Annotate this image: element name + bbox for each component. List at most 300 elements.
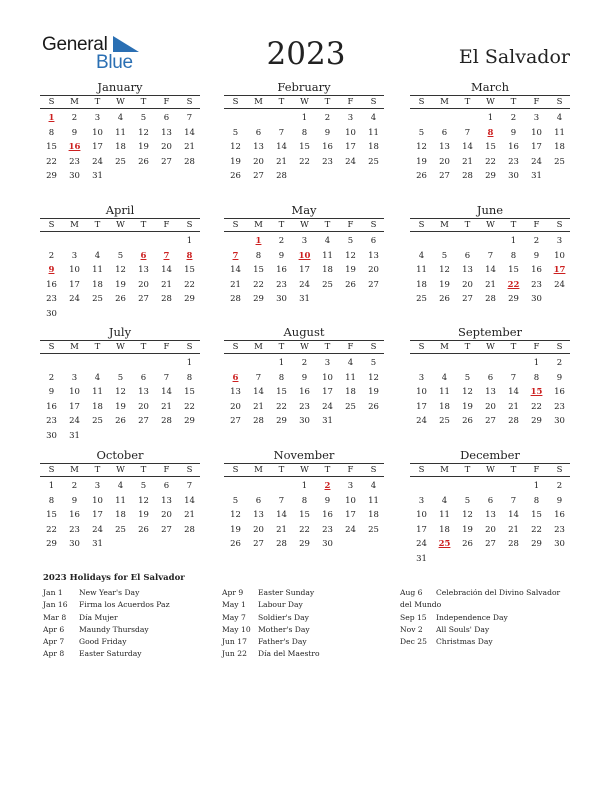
weekday-label: F <box>533 220 540 230</box>
day-cell: 12 <box>368 372 379 383</box>
day-cell: 24 <box>69 294 80 304</box>
day-cell: 22 <box>531 524 542 535</box>
holiday-row <box>400 624 570 636</box>
holiday-row <box>222 636 392 648</box>
day-cell: 14 <box>161 387 172 397</box>
day-cell: 19 <box>230 156 241 167</box>
day-cell: 11 <box>115 495 126 506</box>
weekday-label: S <box>370 465 377 475</box>
day-cell: 17 <box>322 387 333 397</box>
days-grid <box>410 232 570 307</box>
holiday-date: May 1 <box>222 600 246 610</box>
day-cell: 18 <box>368 142 379 152</box>
day-cell: 24 <box>92 156 103 167</box>
day-cell: 10 <box>345 127 356 138</box>
day-cell: 19 <box>462 524 473 535</box>
weekday-label: S <box>48 220 55 230</box>
weekday-label: S <box>556 97 563 107</box>
empty-day-cell <box>270 111 293 126</box>
day-cell: 27 <box>138 294 149 304</box>
weekday-label: W <box>486 342 495 352</box>
day-cell: 27 <box>485 416 496 426</box>
day-cell: 7 <box>510 372 517 383</box>
day-cell: 14 <box>184 495 195 506</box>
day-cell: 21 <box>184 142 195 152</box>
empty-day-cell <box>155 356 178 371</box>
weekday-label: T <box>464 97 471 107</box>
day-cell: 25 <box>92 416 103 426</box>
day-cell: 24 <box>92 524 103 535</box>
day-cell: 3 <box>71 250 78 261</box>
holiday-date: Jun 17 <box>222 637 247 647</box>
day-cell: 17 <box>345 510 356 520</box>
day-cell: 25 <box>368 156 379 167</box>
day-cell: 13 <box>138 265 149 275</box>
day-cell: 18 <box>368 510 379 520</box>
day-cell: 7 <box>278 495 285 506</box>
day-cell: 7 <box>186 113 193 123</box>
day-cell: 25 <box>92 294 103 304</box>
empty-day-cell <box>456 479 479 494</box>
day-cell: 8 <box>533 495 540 506</box>
day-cell: 16 <box>322 142 333 152</box>
weekday-label: T <box>140 465 147 475</box>
holiday-date: Dec 25 <box>400 637 427 647</box>
month-august <box>224 325 384 429</box>
empty-day-cell <box>433 111 456 126</box>
day-cell: 18 <box>554 142 565 152</box>
day-cell: 30 <box>554 416 565 426</box>
day-cell: 29 <box>485 171 496 181</box>
day-cell: 16 <box>554 510 565 520</box>
day-cell: 19 <box>230 524 241 535</box>
day-cell: 4 <box>441 495 448 506</box>
day-cell: 1 <box>533 358 540 368</box>
holiday-row <box>222 599 392 611</box>
logo-word-general: General <box>42 34 108 55</box>
holiday-row <box>43 612 213 624</box>
day-cell: 4 <box>441 372 448 383</box>
days-grid <box>40 109 200 184</box>
day-cell: 19 <box>368 387 379 397</box>
days-grid <box>224 477 384 552</box>
day-cell: 12 <box>462 387 473 397</box>
day-cell: 27 <box>485 539 496 549</box>
day-cell: 15 <box>485 142 496 152</box>
weekday-header <box>40 340 200 354</box>
day-cell: 19 <box>138 142 149 152</box>
day-cell: 14 <box>161 265 172 275</box>
day-cell: 29 <box>531 416 542 426</box>
day-cell: 13 <box>485 387 496 397</box>
weekday-label: W <box>300 220 309 230</box>
day-cell: 23 <box>508 156 519 167</box>
day-cell: 21 <box>462 156 473 167</box>
holiday-name: Easter Sunday <box>258 588 315 597</box>
day-cell: 12 <box>439 265 450 275</box>
day-cell: 2 <box>48 372 55 383</box>
weekday-label: S <box>232 97 239 107</box>
day-cell: 8 <box>255 250 262 261</box>
days-grid <box>410 354 570 429</box>
day-cell: 15 <box>253 265 264 275</box>
empty-day-cell <box>410 479 433 494</box>
day-cell: 29 <box>276 416 287 426</box>
day-cell: 6 <box>487 495 494 506</box>
day-cell: 29 <box>299 539 310 549</box>
day-cell: 2 <box>533 236 540 246</box>
weekday-header <box>40 95 200 109</box>
day-cell: 25 <box>554 156 565 167</box>
day-cell: 11 <box>92 265 103 275</box>
weekday-label: T <box>464 465 471 475</box>
day-cell: 22 <box>485 156 496 167</box>
day-cell: 15 <box>299 142 310 152</box>
day-cell: 17 <box>92 510 103 520</box>
day-cell: 4 <box>370 481 377 491</box>
day-cell: 3 <box>418 495 425 506</box>
day-cell: 25 <box>345 401 356 412</box>
empty-day-cell <box>479 479 502 494</box>
holiday-name: Labour Day <box>258 600 303 610</box>
day-cell: 7 <box>487 250 494 261</box>
holiday-name: Father's Day <box>258 637 307 647</box>
day-cell: 5 <box>418 127 425 138</box>
holiday-row <box>222 587 392 599</box>
weekday-label: W <box>486 220 495 230</box>
holiday-date: Apr 7 <box>43 637 65 647</box>
empty-day-cell <box>109 356 132 371</box>
holiday-date: Apr 9 <box>222 588 244 597</box>
day-cell: 5 <box>464 495 471 506</box>
weekday-label: S <box>418 97 425 107</box>
weekday-label: F <box>347 220 354 230</box>
day-cell: 28 <box>161 294 172 304</box>
day-cell: 5 <box>140 113 147 123</box>
day-cell: 15 <box>184 387 195 397</box>
day-cell: 23 <box>322 524 333 535</box>
holiday-day-cell: 2 <box>324 481 331 491</box>
day-cell: 27 <box>462 294 473 304</box>
weekday-label: F <box>347 97 354 107</box>
day-cell: 7 <box>510 495 517 506</box>
day-cell: 8 <box>301 495 308 506</box>
day-cell: 17 <box>531 142 542 152</box>
day-cell: 30 <box>69 539 80 549</box>
day-cell: 25 <box>322 279 333 290</box>
day-cell: 13 <box>253 142 264 152</box>
day-cell: 11 <box>368 127 379 138</box>
empty-day-cell <box>456 356 479 371</box>
weekday-label: W <box>116 465 125 475</box>
day-cell: 28 <box>485 294 496 304</box>
weekday-label: W <box>300 342 309 352</box>
weekday-label: S <box>418 465 425 475</box>
weekday-label: S <box>418 342 425 352</box>
day-cell: 22 <box>531 401 542 412</box>
day-cell: 14 <box>508 510 519 520</box>
day-cell: 5 <box>464 372 471 383</box>
day-cell: 12 <box>138 127 149 138</box>
day-cell: 20 <box>462 279 473 290</box>
day-cell: 23 <box>69 156 80 167</box>
empty-day-cell <box>410 356 433 371</box>
weekday-label: T <box>464 220 471 230</box>
day-cell: 19 <box>439 279 450 290</box>
weekday-header <box>224 340 384 354</box>
day-cell: 24 <box>416 416 427 426</box>
holiday-name: Celebración del Divino Salvador del Mundo <box>400 588 561 610</box>
day-cell: 18 <box>439 401 450 412</box>
day-cell: 1 <box>48 481 55 491</box>
day-cell: 19 <box>115 279 126 290</box>
day-cell: 10 <box>531 127 542 138</box>
day-cell: 9 <box>301 372 308 383</box>
weekday-header <box>410 463 570 477</box>
day-cell: 13 <box>462 265 473 275</box>
day-cell: 12 <box>230 142 241 152</box>
day-cell: 16 <box>46 279 57 290</box>
month-title: September <box>457 325 523 339</box>
day-cell: 21 <box>276 524 287 535</box>
empty-day-cell <box>410 111 433 126</box>
empty-day-cell <box>433 356 456 371</box>
day-cell: 6 <box>487 372 494 383</box>
holiday-date: May 7 <box>222 612 246 622</box>
empty-day-cell <box>63 234 86 249</box>
day-cell: 15 <box>276 387 287 397</box>
days-grid <box>40 232 200 321</box>
day-cell: 13 <box>253 510 264 520</box>
day-cell: 10 <box>69 387 80 397</box>
holiday-day-cell: 8 <box>487 127 494 138</box>
weekday-label: F <box>347 465 354 475</box>
month-title: May <box>291 203 317 217</box>
empty-day-cell <box>224 356 247 371</box>
day-cell: 8 <box>48 495 55 506</box>
day-cell: 28 <box>508 416 519 426</box>
day-cell: 23 <box>276 279 287 290</box>
day-cell: 22 <box>184 401 195 412</box>
empty-day-cell <box>40 356 63 371</box>
weekday-label: S <box>48 97 55 107</box>
day-cell: 5 <box>441 250 448 261</box>
day-cell: 20 <box>161 142 172 152</box>
holiday-day-cell: 16 <box>68 142 81 152</box>
weekday-header <box>410 218 570 232</box>
day-cell: 28 <box>230 294 241 304</box>
day-cell: 8 <box>48 127 55 138</box>
day-cell: 10 <box>92 127 103 138</box>
weekday-header <box>224 95 384 109</box>
days-grid <box>410 109 570 184</box>
weekday-label: M <box>440 465 449 475</box>
day-cell: 23 <box>299 401 310 412</box>
day-cell: 27 <box>253 171 264 181</box>
day-cell: 5 <box>140 481 147 491</box>
day-cell: 29 <box>253 294 264 304</box>
day-cell: 30 <box>46 430 57 441</box>
holiday-name: All Souls' Day <box>436 624 490 634</box>
day-cell: 9 <box>324 495 331 506</box>
day-cell: 10 <box>416 387 427 397</box>
weekday-label: M <box>440 220 449 230</box>
day-cell: 7 <box>278 127 285 138</box>
day-cell: 3 <box>347 481 354 491</box>
weekday-label: S <box>186 220 193 230</box>
holiday-day-cell: 17 <box>553 265 566 275</box>
day-cell: 16 <box>69 510 80 520</box>
day-cell: 15 <box>531 510 542 520</box>
holiday-date: Apr 6 <box>43 624 65 634</box>
month-january <box>40 80 200 184</box>
empty-day-cell <box>456 234 479 249</box>
holidays-title: 2023 Holidays for El Salvador <box>43 573 185 583</box>
day-cell: 13 <box>368 250 379 261</box>
holiday-row <box>43 599 213 611</box>
day-cell: 28 <box>161 416 172 426</box>
day-cell: 27 <box>138 416 149 426</box>
holiday-day-cell: 22 <box>507 279 520 290</box>
day-cell: 19 <box>462 401 473 412</box>
day-cell: 19 <box>416 156 427 167</box>
month-september <box>410 325 570 429</box>
day-cell: 6 <box>140 372 147 383</box>
day-cell: 27 <box>230 416 241 426</box>
weekday-label: T <box>324 465 331 475</box>
calendar-year: 2023 <box>266 36 346 72</box>
day-cell: 30 <box>46 308 57 319</box>
day-cell: 29 <box>531 539 542 549</box>
weekday-label: S <box>48 465 55 475</box>
day-cell: 26 <box>115 294 126 304</box>
day-cell: 16 <box>46 401 57 412</box>
logo-flag-icon <box>113 36 139 52</box>
weekday-label: T <box>278 220 285 230</box>
day-cell: 15 <box>46 510 57 520</box>
empty-day-cell <box>270 479 293 494</box>
month-title: November <box>273 448 335 462</box>
day-cell: 16 <box>276 265 287 275</box>
empty-day-cell <box>155 234 178 249</box>
day-cell: 26 <box>230 171 241 181</box>
day-cell: 22 <box>276 401 287 412</box>
day-cell: 5 <box>117 250 124 261</box>
holiday-row <box>400 587 570 612</box>
weekday-label: F <box>163 220 170 230</box>
day-cell: 5 <box>117 372 124 383</box>
day-cell: 3 <box>533 113 540 123</box>
holiday-row <box>43 587 213 599</box>
day-cell: 8 <box>510 250 517 261</box>
weekday-label: S <box>370 97 377 107</box>
days-grid <box>224 109 384 184</box>
holiday-row <box>43 624 213 636</box>
day-cell: 4 <box>117 481 124 491</box>
day-cell: 31 <box>69 430 80 441</box>
day-cell: 23 <box>46 294 57 304</box>
weekday-label: S <box>186 465 193 475</box>
day-cell: 20 <box>253 524 264 535</box>
day-cell: 25 <box>416 294 427 304</box>
weekday-label: W <box>300 465 309 475</box>
empty-day-cell <box>433 234 456 249</box>
day-cell: 14 <box>253 387 264 397</box>
day-cell: 12 <box>230 510 241 520</box>
day-cell: 9 <box>278 250 285 261</box>
holiday-name: Firma los Acuerdos Paz <box>79 600 170 610</box>
weekday-header <box>40 218 200 232</box>
day-cell: 14 <box>276 142 287 152</box>
weekday-label: T <box>464 342 471 352</box>
day-cell: 12 <box>115 387 126 397</box>
day-cell: 20 <box>253 156 264 167</box>
day-cell: 1 <box>533 481 540 491</box>
weekday-label: S <box>186 97 193 107</box>
day-cell: 31 <box>299 294 310 304</box>
day-cell: 14 <box>276 510 287 520</box>
holiday-name: Good Friday <box>79 637 127 647</box>
day-cell: 31 <box>416 553 427 564</box>
day-cell: 29 <box>184 416 195 426</box>
day-cell: 12 <box>345 250 356 261</box>
weekday-label: F <box>347 342 354 352</box>
weekday-label: T <box>324 342 331 352</box>
day-cell: 9 <box>556 372 563 383</box>
empty-day-cell <box>410 234 433 249</box>
day-cell: 26 <box>115 416 126 426</box>
weekday-label: F <box>533 465 540 475</box>
day-cell: 31 <box>92 171 103 181</box>
month-march <box>410 80 570 184</box>
day-cell: 1 <box>510 236 517 246</box>
empty-day-cell <box>40 234 63 249</box>
weekday-label: W <box>486 97 495 107</box>
day-cell: 11 <box>115 127 126 138</box>
month-may <box>224 203 384 307</box>
weekday-label: T <box>140 220 147 230</box>
day-cell: 3 <box>324 358 331 368</box>
month-june <box>410 203 570 307</box>
empty-day-cell <box>224 111 247 126</box>
holiday-date: Nov 2 <box>400 624 423 634</box>
day-cell: 7 <box>186 481 193 491</box>
day-cell: 20 <box>485 401 496 412</box>
month-title: June <box>476 203 504 217</box>
month-november <box>224 448 384 552</box>
holiday-name: New Year's Day <box>79 588 140 597</box>
day-cell: 7 <box>464 127 471 138</box>
empty-day-cell <box>132 234 155 249</box>
day-cell: 11 <box>439 510 450 520</box>
weekday-label: S <box>556 342 563 352</box>
day-cell: 13 <box>161 495 172 506</box>
day-cell: 27 <box>253 539 264 549</box>
day-cell: 18 <box>115 510 126 520</box>
day-cell: 9 <box>71 127 78 138</box>
weekday-label: M <box>440 97 449 107</box>
day-cell: 8 <box>186 372 193 383</box>
holiday-date: Apr 8 <box>43 649 65 659</box>
day-cell: 4 <box>370 113 377 123</box>
weekday-label: T <box>94 342 101 352</box>
weekday-label: F <box>163 465 170 475</box>
day-cell: 21 <box>253 401 264 412</box>
weekday-label: S <box>418 220 425 230</box>
holiday-day-cell: 6 <box>232 372 239 383</box>
day-cell: 10 <box>69 265 80 275</box>
day-cell: 9 <box>48 387 55 397</box>
